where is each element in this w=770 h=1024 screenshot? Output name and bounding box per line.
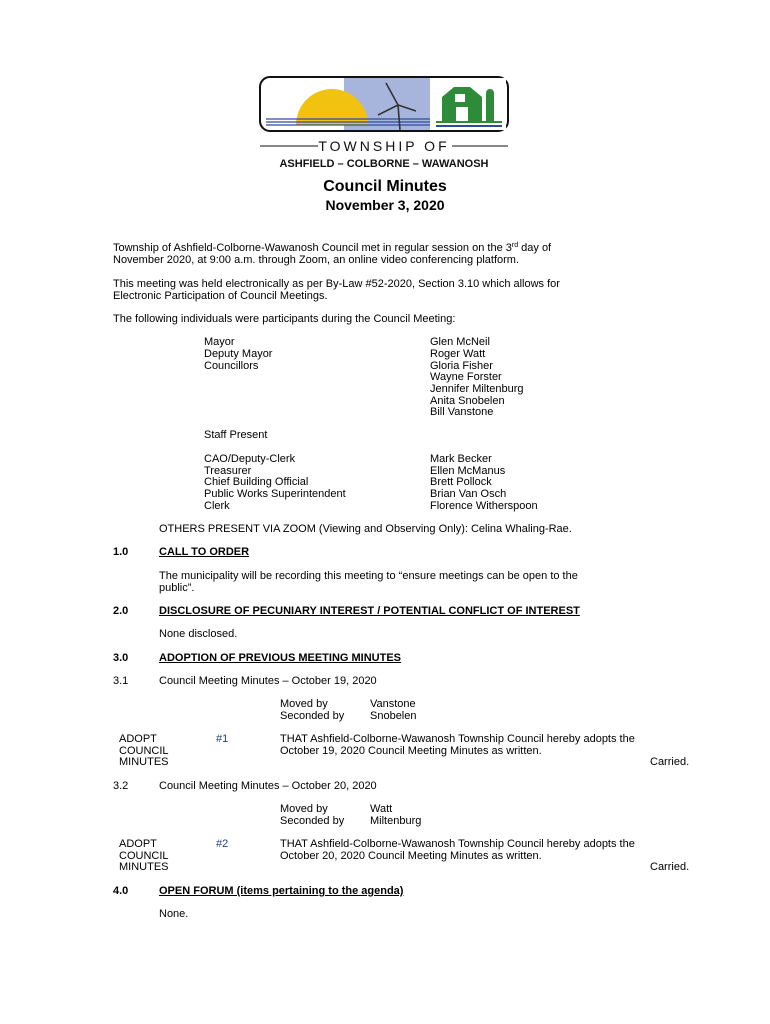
section-text: None. xyxy=(159,908,189,920)
intro-p1-line2: November 2020, at 9:00 a.m. through Zoom, an online video conferencing platform. xyxy=(113,254,520,266)
council-name: Jennifer Miltenburg xyxy=(430,383,524,395)
township-logo xyxy=(256,75,512,171)
seconded-by: Snobelen xyxy=(370,710,417,722)
margin-note: MINUTES xyxy=(119,861,169,873)
staff-name: Ellen McManus xyxy=(430,465,506,477)
section-text: public”. xyxy=(159,582,195,594)
others-present: OTHERS PRESENT VIA ZOOM (Viewing and Observing Only): Celina Whaling-Rae. xyxy=(159,523,572,535)
council-role: Mayor xyxy=(204,336,235,348)
staff-heading: Staff Present xyxy=(204,429,268,441)
motion-text: THAT Ashfield-Colborne-Wawanosh Township Council hereby adopts the xyxy=(280,733,635,745)
section-heading: ADOPTION OF PREVIOUS MEETING MINUTES xyxy=(159,652,402,664)
item-title: Council Meeting Minutes – October 20, 2020 xyxy=(159,780,377,792)
document-title: Council Minutes xyxy=(323,178,447,195)
document-date: November 3, 2020 xyxy=(325,197,445,213)
council-role: Deputy Mayor xyxy=(204,348,273,360)
council-name: Roger Watt xyxy=(430,348,486,360)
seconded-by: Miltenburg xyxy=(370,815,422,827)
item-number: 3.2 xyxy=(113,780,129,792)
section-text: None disclosed. xyxy=(159,628,238,640)
motion-number: #1 xyxy=(216,733,229,745)
logo-line-1: TOWNSHIP OF xyxy=(318,138,450,154)
margin-note: COUNCIL xyxy=(119,745,169,757)
staff-role: Clerk xyxy=(204,500,230,512)
motion-number: #2 xyxy=(216,838,229,850)
staff-role: Chief Building Official xyxy=(204,476,309,488)
moved-by: Watt xyxy=(370,803,393,815)
intro-p2-line1: This meeting was held electronically as per By-Law #52-2020, Section 3.10 which allows for xyxy=(113,278,560,290)
margin-note: MINUTES xyxy=(119,756,169,768)
margin-note: ADOPT xyxy=(119,838,157,850)
staff-name: Mark Becker xyxy=(430,453,492,465)
item-number: 3.1 xyxy=(113,675,129,687)
staff-name: Florence Witherspoon xyxy=(430,500,538,512)
margin-note: COUNCIL xyxy=(119,850,169,862)
section-number: 4.0 xyxy=(113,885,129,897)
section-number: 3.0 xyxy=(113,652,129,664)
seconded-label: Seconded by xyxy=(280,815,345,827)
intro-p1-line1: Township of Ashfield-Colborne-Wawanosh Council met in regular session on the 3rd day of xyxy=(113,242,552,254)
moved-label: Moved by xyxy=(280,698,328,710)
section-number: 1.0 xyxy=(113,546,129,558)
item-title: Council Meeting Minutes – October 19, 2020 xyxy=(159,675,377,687)
council-name: Gloria Fisher xyxy=(430,360,493,372)
intro-p2-line2: Electronic Participation of Council Meetings. xyxy=(113,290,328,302)
section-text: The municipality will be recording this meeting to “ensure meetings can be open to the xyxy=(159,570,578,582)
motion-result: Carried. xyxy=(650,756,690,768)
section-number: 2.0 xyxy=(113,605,129,617)
intro-p3: The following individuals were participants during the Council Meeting: xyxy=(113,313,456,325)
council-name: Anita Snobelen xyxy=(430,395,505,407)
moved-label: Moved by xyxy=(280,803,328,815)
staff-name: Brian Van Osch xyxy=(430,488,507,500)
motion-result: Carried. xyxy=(650,861,690,873)
moved-by: Vanstone xyxy=(370,698,416,710)
seconded-label: Seconded by xyxy=(280,710,345,722)
staff-name: Brett Pollock xyxy=(430,476,492,488)
council-name: Bill Vanstone xyxy=(430,406,494,418)
margin-note: ADOPT xyxy=(119,733,157,745)
section-heading: DISCLOSURE OF PECUNIARY INTEREST / POTENTIAL CONFLICT OF INTEREST xyxy=(159,605,580,617)
motion-text: October 20, 2020 Council Meeting Minutes as written. xyxy=(280,850,542,862)
staff-role: Treasurer xyxy=(204,465,252,477)
staff-role: CAO/Deputy-Clerk xyxy=(204,453,296,465)
staff-role: Public Works Superintendent xyxy=(204,488,346,500)
motion-text: October 19, 2020 Council Meeting Minutes as written. xyxy=(280,745,542,757)
council-name: Wayne Forster xyxy=(430,371,502,383)
motion-text: THAT Ashfield-Colborne-Wawanosh Township Council hereby adopts the xyxy=(280,838,635,850)
section-heading: CALL TO ORDER xyxy=(159,546,250,558)
logo-line-2: ASHFIELD – COLBORNE – WAWANOSH xyxy=(279,158,489,170)
council-name: Glen McNeil xyxy=(430,336,490,348)
section-heading: OPEN FORUM (items pertaining to the agenda) xyxy=(159,885,404,897)
council-role: Councillors xyxy=(204,360,259,372)
